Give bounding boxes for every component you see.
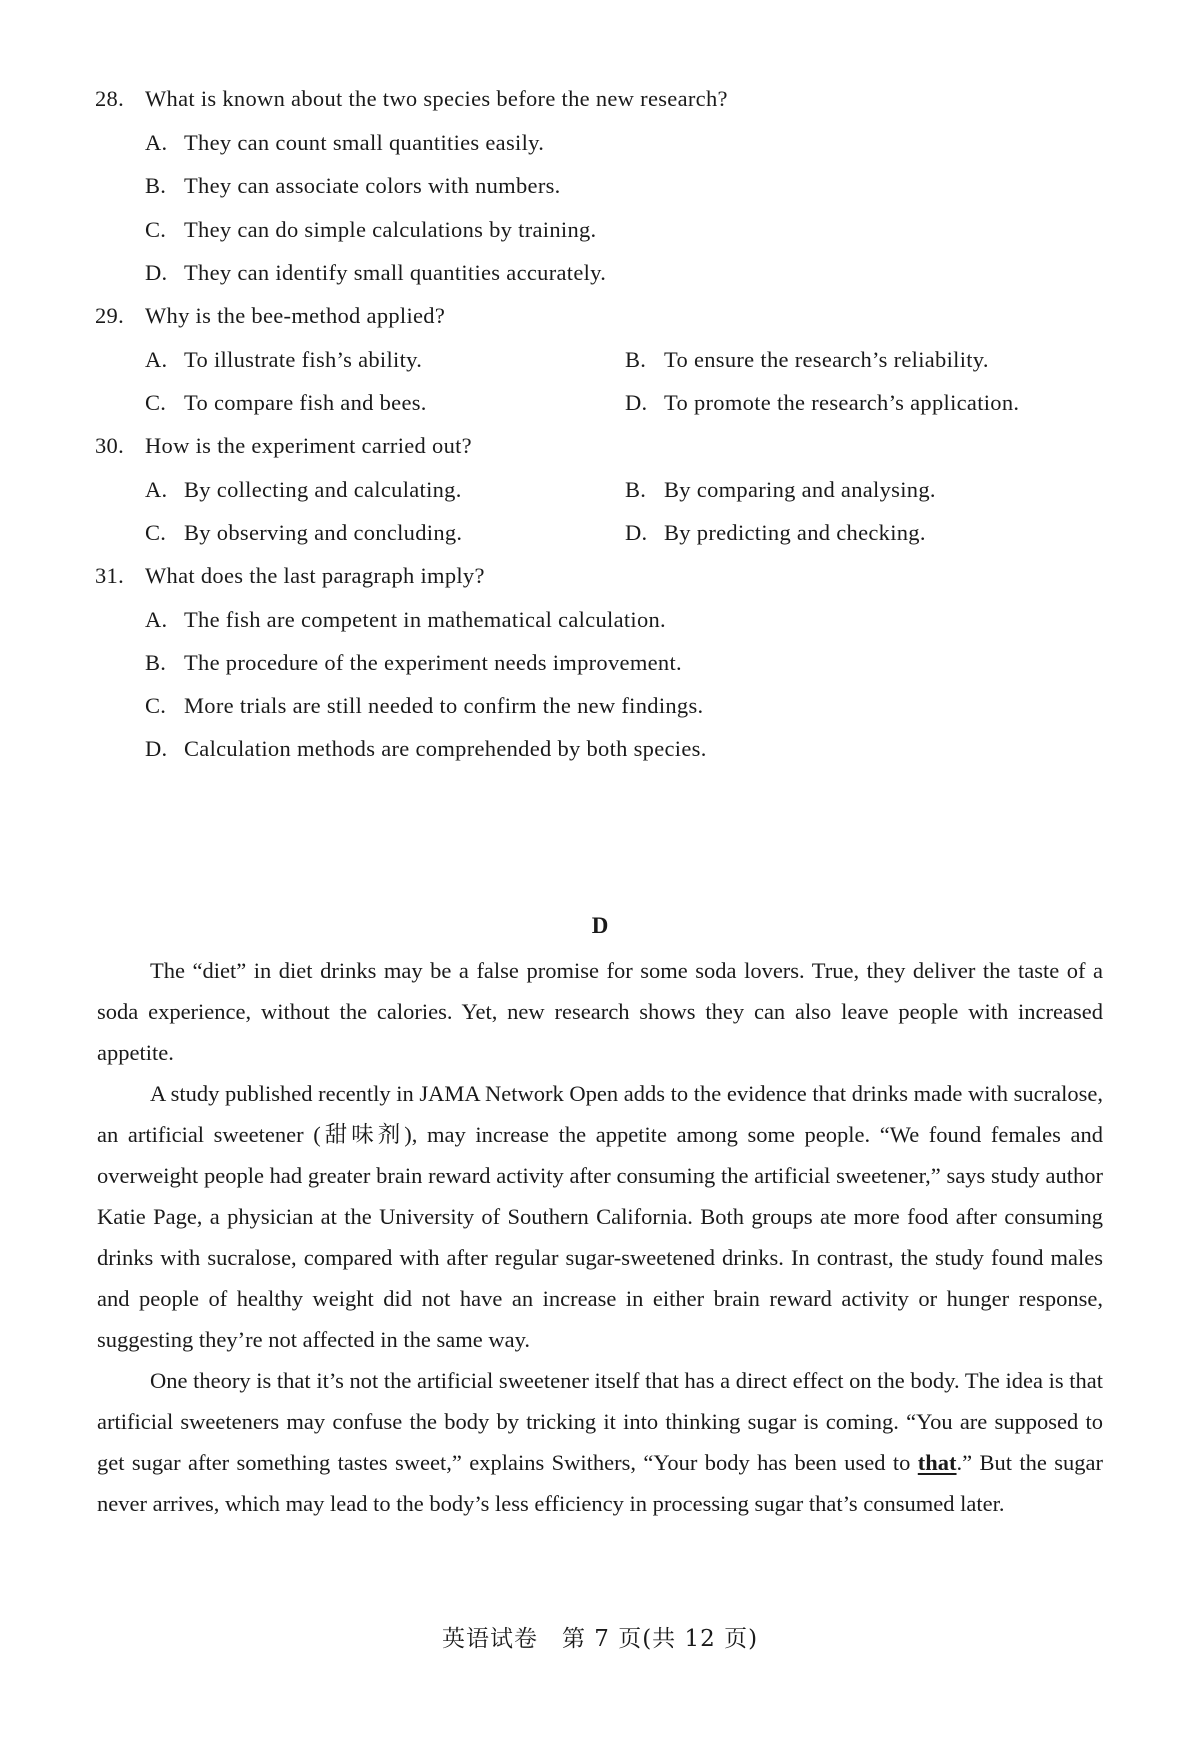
option-text: The fish are competent in mathematical calculation.	[184, 607, 666, 632]
option-29-a[interactable]	[145, 347, 422, 373]
option-text: To compare fish and bees.	[184, 390, 427, 415]
option-letter: A.	[145, 607, 168, 632]
question-number: 31.	[95, 563, 125, 588]
question-text: What is known about the two species before the new research?	[145, 86, 728, 111]
question-text: What does the last paragraph imply?	[145, 563, 485, 588]
option-letter: A.	[145, 477, 168, 502]
option-29-c[interactable]	[145, 390, 427, 416]
option-text: To illustrate fish’s ability.	[184, 347, 423, 372]
option-text: They can do simple calculations by training.	[184, 217, 597, 242]
option-letter: B.	[625, 347, 647, 372]
option-letter: D.	[145, 736, 168, 761]
option-letter: C.	[145, 217, 167, 242]
option-text: To ensure the research’s reliability.	[664, 347, 989, 372]
paragraph-3-text-before: One theory is that it’s not the artificial sweetener itself that has a direct effect on the body. The idea is that artificial sweeteners may confuse the body by tricking it into thinking sugar is coming. “You are supposed to get sugar after something tastes sweet,” explains Swithers, “Your body has been used to	[97, 1368, 1103, 1475]
option-text: To promote the research’s application.	[664, 390, 1020, 415]
option-letter: C.	[145, 390, 167, 415]
option-29-b[interactable]	[625, 347, 989, 373]
question-30	[95, 433, 472, 459]
option-28-a[interactable]	[145, 130, 544, 156]
section-title: D	[591, 913, 609, 938]
paragraph-3-text-after: .” But the sugar never arrives, which may lead to the body’s less efficiency in processing sugar that’s consumed later.	[97, 1450, 1103, 1516]
option-text: They can identify small quantities accurately.	[184, 260, 607, 285]
reading-passage	[97, 950, 1103, 1524]
option-31-c[interactable]	[145, 693, 703, 719]
emphasized-word: that	[917, 1450, 957, 1475]
question-28	[95, 86, 728, 112]
option-31-a[interactable]	[145, 607, 666, 633]
option-text: The procedure of the experiment needs improvement.	[184, 650, 682, 675]
option-letter: B.	[145, 650, 167, 675]
option-text: By comparing and analysing.	[664, 477, 936, 502]
option-text: They can count small quantities easily.	[184, 130, 545, 155]
option-text: More trials are still needed to confirm the new findings.	[184, 693, 704, 718]
question-31	[95, 563, 485, 589]
option-text: By observing and concluding.	[184, 520, 463, 545]
option-text: They can associate colors with numbers.	[184, 173, 561, 198]
option-letter: C.	[145, 693, 167, 718]
option-text: By collecting and calculating.	[184, 477, 462, 502]
option-text: By predicting and checking.	[664, 520, 926, 545]
passage-paragraph-3	[97, 1360, 1103, 1524]
question-text: Why is the bee-method applied?	[145, 303, 446, 328]
option-30-a[interactable]	[145, 477, 462, 503]
option-29-d[interactable]	[625, 390, 1019, 416]
option-letter: D.	[145, 260, 168, 285]
option-text: Calculation methods are comprehended by both species.	[184, 736, 707, 761]
question-29	[95, 303, 445, 329]
question-text: How is the experiment carried out?	[145, 433, 472, 458]
question-number: 30.	[95, 433, 125, 458]
passage-paragraph-2: A study published recently in JAMA Network Open adds to the evidence that drinks made with sucralose, an artificial sweetener (甜味剂), may increase the appetite among some people. “We found females and overweight people had greater brain reward activity after consuming the artificial sweetener,” says study author Katie Page, a physician at the University of Southern California. Both groups ate more food after consuming drinks with sucralose, compared with after regular sugar-sweetened drinks. In contrast, the study found males and people of healthy weight did not have an increase in either brain reward activity or hunger response, suggesting they’re not affected in the same way.	[97, 1081, 1103, 1352]
passage-paragraph-1: The “diet” in diet drinks may be a false promise for some soda lovers. True, they deliver the taste of a soda experience, without the calories. Yet, new research shows they can also leave people with increased appetite.	[97, 958, 1103, 1065]
page-footer: 英语试卷 第 7 页(共 12 页)	[441, 1626, 759, 1652]
option-28-b[interactable]	[145, 173, 561, 199]
option-30-d[interactable]	[625, 520, 926, 546]
option-letter: B.	[145, 173, 167, 198]
option-letter: C.	[145, 520, 167, 545]
question-number: 28.	[95, 86, 125, 111]
question-number: 29.	[95, 303, 125, 328]
option-letter: B.	[625, 477, 647, 502]
option-31-d[interactable]	[145, 736, 707, 762]
option-28-d[interactable]	[145, 260, 606, 286]
option-30-b[interactable]	[625, 477, 936, 503]
option-letter: A.	[145, 130, 168, 155]
option-letter: D.	[625, 520, 648, 545]
option-letter: A.	[145, 347, 168, 372]
option-letter: D.	[625, 390, 648, 415]
option-28-c[interactable]	[145, 217, 596, 243]
option-30-c[interactable]	[145, 520, 462, 546]
option-31-b[interactable]	[145, 650, 682, 676]
